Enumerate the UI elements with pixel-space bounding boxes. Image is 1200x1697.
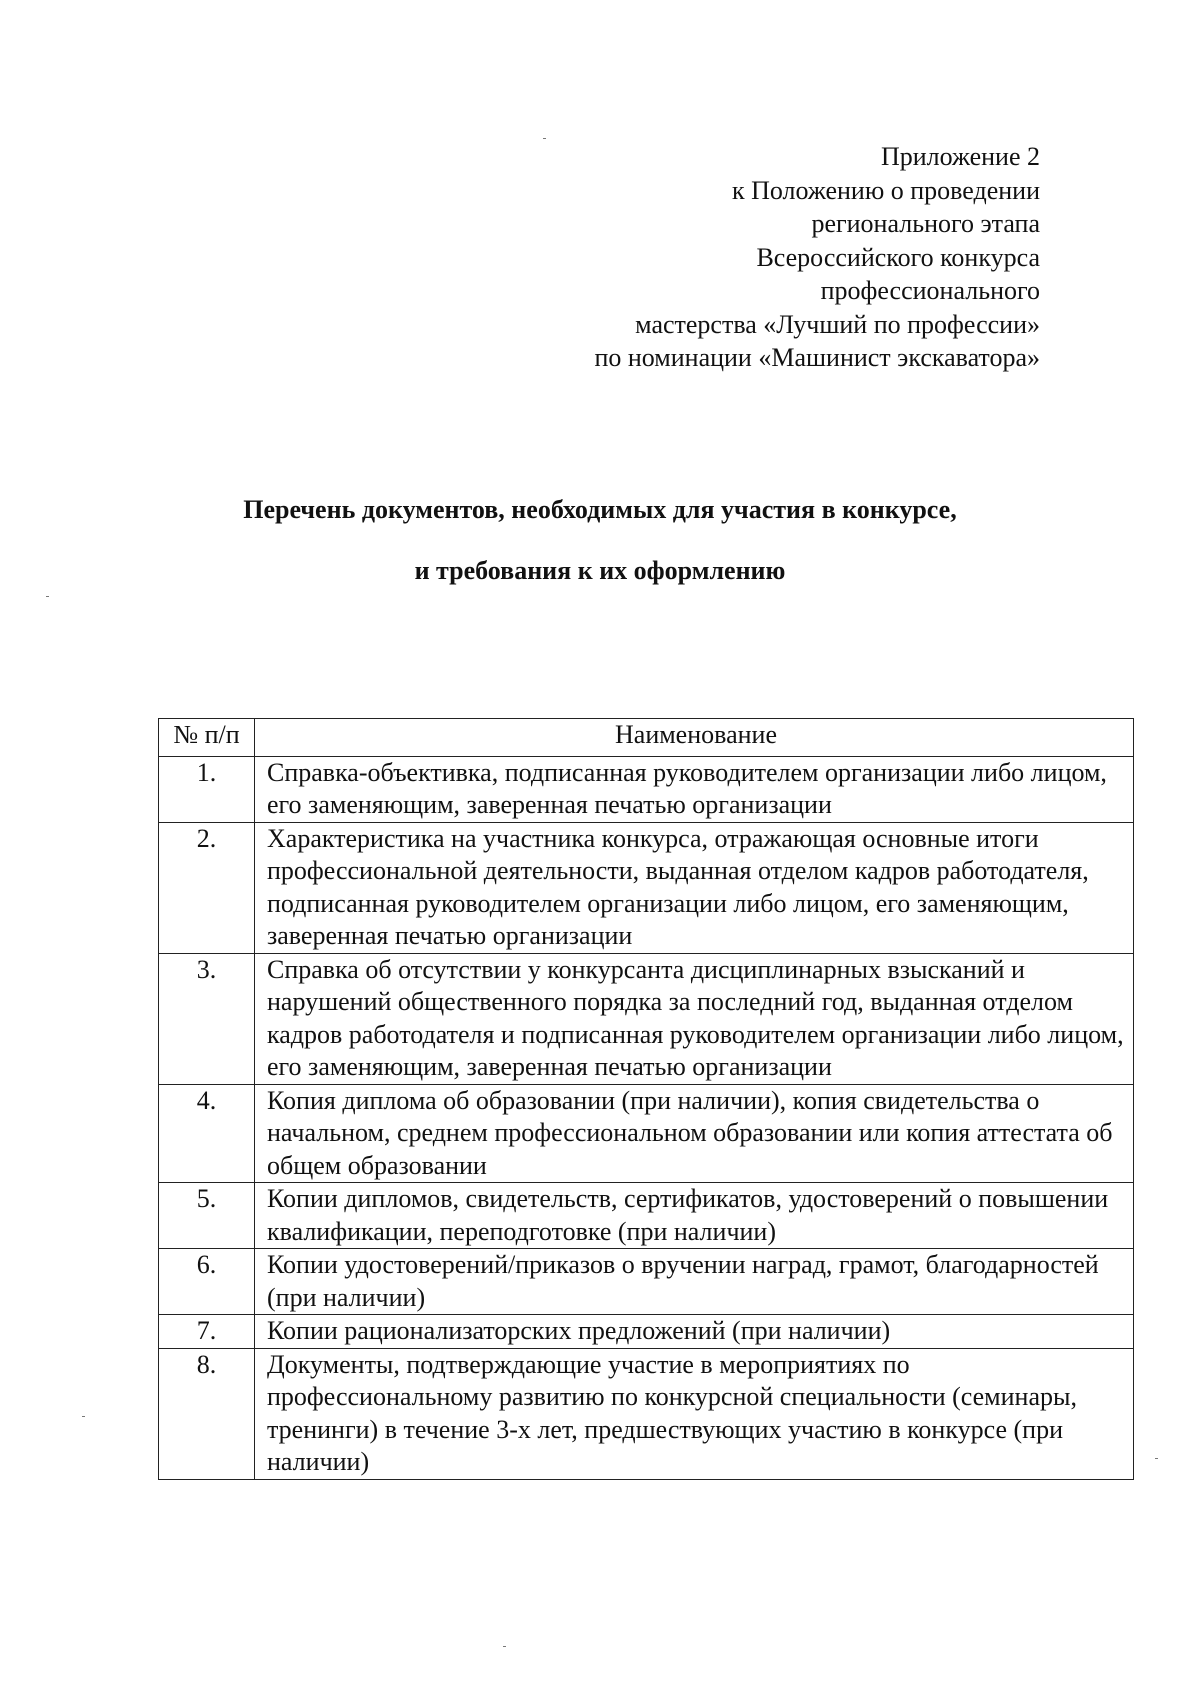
table-row (159, 822, 1134, 953)
table-row (159, 1183, 1134, 1249)
documents-table (158, 718, 1134, 1480)
table-row (159, 1315, 1134, 1349)
row-name: Характеристика на участника конкурса, отражающая основные итоги профессиональной деятельности, выданная отделом кадров работодателя, подписанная руководителем организации либо лицом, его заменяющим, заверенная печатью организации (255, 822, 1134, 953)
row-name: Справка об отсутствии у конкурсанта дисциплинарных взысканий и нарушений общественного порядка за последний год, выданная отделом кадров работодателя и подписанная руководителем организации либо лицом, его заменяющим, заверенная печатью организации (255, 953, 1134, 1084)
document-title-line-1: Перечень документов, необходимых для участия в конкурсе, (243, 495, 957, 524)
table-header-row (159, 719, 1134, 757)
document-title-line-2: и требования к их оформлению (414, 556, 786, 585)
scan-speck (503, 1646, 506, 1647)
row-name: Документы, подтверждающие участие в мероприятиях по профессиональному развитию по конкурсной специальности (семинары, тренинги) в течение 3-х лет, предшествующих участию в конкурсе (при наличии) (255, 1348, 1134, 1479)
row-name: Копии удостоверений/приказов о вручении наград, грамот, благодарностей (при наличии) (255, 1249, 1134, 1315)
appendix-line: по номинации «Машинист экскаватора» (594, 343, 1040, 372)
table-row (159, 756, 1134, 822)
appendix-line: регионального этапа (811, 209, 1040, 238)
appendix-line: к Положению о проведении (731, 175, 1040, 205)
scan-speck (82, 1416, 85, 1417)
table-row (159, 1084, 1134, 1183)
scan-speck (46, 596, 49, 597)
row-number: 5. (159, 1183, 255, 1249)
appendix-header (480, 140, 1040, 375)
appendix-line: профессионального (820, 276, 1040, 305)
header-name: Наименование (255, 719, 1134, 757)
row-name: Копии дипломов, свидетельств, сертификатов, удостоверений о повышении квалификации, переподготовке (при наличии) (255, 1183, 1134, 1249)
row-number: 8. (159, 1348, 255, 1479)
row-number: 1. (159, 756, 255, 822)
appendix-line: Всероссийского конкурса (756, 242, 1040, 272)
row-name: Копии рационализаторских предложений (при наличии) (255, 1315, 1134, 1349)
row-name: Справка-объективка, подписанная руководителем организации либо лицом, его заменяющим, заверенная печатью организации (255, 756, 1134, 822)
header-number: № п/п (159, 719, 255, 757)
table-row (159, 1348, 1134, 1479)
row-name: Копия диплома об образовании (при наличии), копия свидетельства о начальном, среднем профессиональном образовании или копия аттестата об общем образовании (255, 1084, 1134, 1183)
row-number: 4. (159, 1084, 255, 1183)
row-number: 2. (159, 822, 255, 953)
scan-speck (1155, 1458, 1158, 1459)
row-number: 6. (159, 1249, 255, 1315)
scan-speck (543, 138, 546, 139)
table-row (159, 1249, 1134, 1315)
row-number: 3. (159, 953, 255, 1084)
appendix-line: Приложение 2 (880, 142, 1040, 171)
appendix-line: мастерства «Лучший по профессии» (635, 309, 1040, 339)
table-row (159, 953, 1134, 1084)
row-number: 7. (159, 1315, 255, 1349)
